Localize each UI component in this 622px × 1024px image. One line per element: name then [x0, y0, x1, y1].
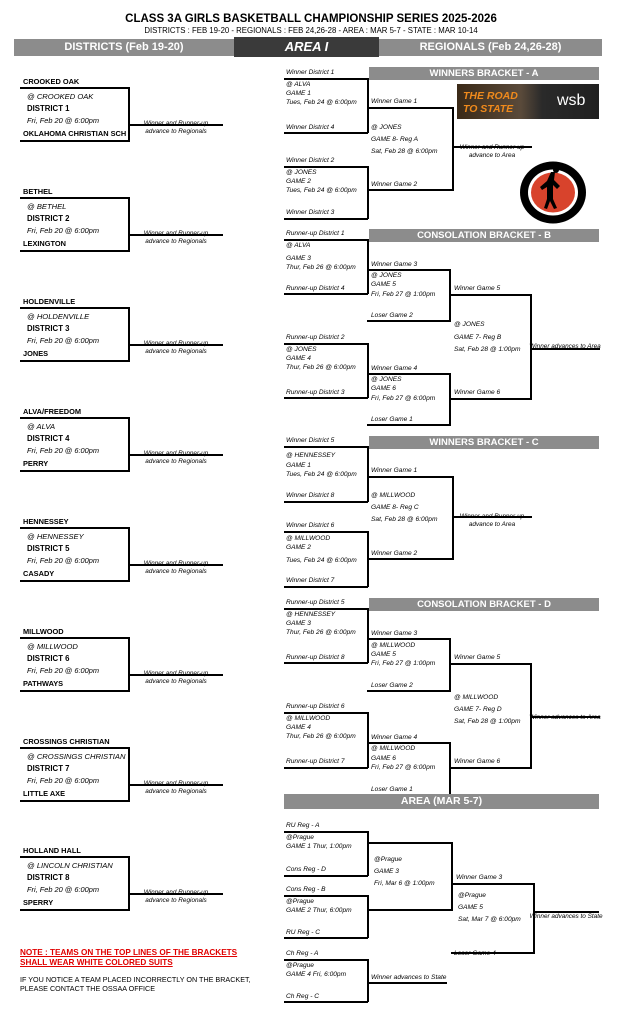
b-g3-bottom: Runner-up District 4: [286, 285, 345, 292]
d-g6-site: @ MILLWOOD: [371, 745, 416, 752]
b-g4-game: GAME 4: [286, 355, 311, 362]
b-advance: Winner advances to Area: [529, 343, 601, 350]
districts-header: [14, 39, 234, 56]
district-top-team: HENNESSEY: [23, 517, 69, 526]
district-site: @ HENNESSEY: [27, 532, 84, 541]
c-final-date: Sat, Feb 28 @ 6:00pm: [371, 516, 438, 523]
district-bottom-team: SPERRY: [23, 898, 54, 907]
district-name: DISTRICT 4: [27, 434, 70, 443]
a-g2-game: GAME 2: [286, 178, 311, 185]
district-advance: Winner and Runner-up advance to Regionals: [143, 670, 209, 685]
note-line1: NOTE : TEAMS ON THE TOP LINES OF THE BRACKETS: [20, 948, 238, 957]
a-g2-site: @ JONES: [286, 169, 317, 176]
c-g1-date: Tues, Feb 24 @ 6:00pm: [286, 471, 357, 478]
area-g2-site: @Prague: [286, 898, 314, 905]
district-bottom-team: OKLAHOMA CHRISTIAN SCH: [23, 129, 127, 138]
area-g1-site: @Prague: [286, 834, 314, 841]
d-g6-game: GAME 6: [371, 755, 396, 762]
c-w2: Winner Game 2: [371, 550, 418, 557]
b-g4-top: Runner-up District 2: [286, 334, 345, 341]
wsb-logo: wsb: [557, 92, 586, 109]
b-g4-date: Thur, Feb 26 @ 6:00pm: [286, 364, 356, 371]
area-header-label: AREA I: [284, 39, 329, 54]
area-g4-advance: Winner advances to State: [371, 974, 447, 981]
a-g1-game: GAME 1: [286, 90, 311, 97]
b-l2: Loser Game 2: [371, 312, 413, 319]
a-g1-date: Tues, Feb 24 @ 6:00pm: [286, 99, 357, 106]
c-w1: Winner Game 1: [371, 467, 418, 474]
b-g5-date: Fri, Feb 27 @ 1:00pm: [371, 291, 436, 298]
c-final-game: GAME 8- Reg C: [371, 504, 419, 511]
b-final-site: @ JONES: [454, 321, 485, 328]
d-w6: Winner Game 6: [454, 758, 501, 765]
district-advance: Winner and Runner-up advance to Regionals: [143, 889, 209, 904]
area-title: AREA (MAR 5-7): [284, 794, 599, 809]
page-subtitle: DISTRICTS : FEB 19-20 - REGIONALS : FEB 24,26-28 - AREA : MAR 5-7 - STATE : MAR 10-14: [144, 26, 478, 35]
district-bottom-team: JONES: [23, 349, 49, 358]
area-g5-site: @Prague: [458, 892, 486, 899]
b-g4-bottom: Runner-up District 3: [286, 389, 345, 396]
district-top-team: HOLDENVILLE: [23, 297, 76, 306]
district-site: @ LINCOLN CHRISTIAN: [27, 861, 113, 870]
area-w3: Winner Game 3: [456, 874, 503, 881]
area-g2-bottom: RU Reg - C: [286, 929, 321, 936]
c-final-site: @ MILLWOOD: [371, 492, 416, 499]
area-g5-game: GAME 5: [458, 904, 483, 911]
b-w3: Winner Game 3: [371, 261, 418, 268]
page-title: CLASS 3A GIRLS BASKETBALL CHAMPIONSHIP SERIES 2025-2026: [125, 13, 497, 25]
d-final-game: GAME 7- Reg D: [454, 706, 502, 713]
district-name: DISTRICT 7: [27, 764, 70, 773]
district-top-team: CROSSINGS CHRISTIAN: [23, 737, 110, 746]
b-g3-site: @ ALVA: [286, 242, 311, 249]
d-advance: Winner advances to Area: [529, 714, 601, 721]
d-g3-game: GAME 3: [286, 620, 311, 627]
district-bottom-team: LITTLE AXE: [23, 789, 66, 798]
bracket-d-title: CONSOLATION BRACKET - D: [369, 598, 599, 611]
district-date: Fri, Feb 20 @ 6:00pm: [27, 885, 99, 894]
regionals-header-label: REGIONALS (Feb 24,26-28): [419, 41, 562, 53]
b-g6-date: Fri, Feb 27 @ 6:00pm: [371, 395, 436, 402]
area-g3-date: Fri, Mar 6 @ 1:00pm: [374, 880, 435, 887]
district-advance: Winner and Runner-up advance to Regionals: [143, 450, 209, 465]
d-g4-bottom: Runner-up District 7: [286, 758, 345, 765]
b-final-date: Sat, Feb 28 @ 1:00pm: [454, 346, 521, 353]
road-line2: TO STATE: [463, 103, 514, 115]
district-name: DISTRICT 8: [27, 873, 70, 882]
c-g1-game: GAME 1: [286, 462, 311, 469]
district-site: @ ALVA: [27, 422, 56, 431]
bracket-a-title: WINNERS BRACKET - A: [369, 67, 599, 80]
d-g5-date: Fri, Feb 27 @ 1:00pm: [371, 660, 436, 667]
b-w4: Winner Game 4: [371, 365, 418, 372]
district-site: @ MILLWOOD: [27, 642, 78, 651]
d-g5-site: @ MILLWOOD: [371, 642, 416, 649]
b-g6-game: GAME 6: [371, 385, 396, 392]
contact-line1: IF YOU NOTICE A TEAM PLACED INCORRECTLY ON THE BRACKET,: [20, 975, 251, 984]
b-g3-date: Thur, Feb 26 @ 6:00pm: [286, 264, 356, 271]
d-final-site: @ MILLWOOD: [454, 694, 499, 701]
c-g1-bottom: Winner District 8: [286, 492, 335, 499]
area-g4-game: GAME 4 Fri, 6:00pm: [286, 971, 347, 978]
district-advance: Winner and Runner-up advance to Regionals: [143, 230, 209, 245]
district-name: DISTRICT 5: [27, 544, 70, 553]
district-top-team: BETHEL: [23, 187, 53, 196]
area-g4-top: Ch Reg - A: [286, 950, 319, 957]
b-w6: Winner Game 6: [454, 389, 501, 396]
d-w5: Winner Game 5: [454, 654, 501, 661]
road-line1: THE ROAD: [463, 90, 518, 102]
regionals-header: [379, 39, 602, 56]
d-g4-date: Thur, Feb 26 @ 6:00pm: [286, 733, 356, 740]
b-g5-site: @ JONES: [371, 272, 402, 279]
district-top-team: MILLWOOD: [23, 627, 64, 636]
district-site: @ BETHEL: [27, 202, 67, 211]
d-l2: Loser Game 2: [371, 682, 413, 689]
b-g5-game: GAME 5: [371, 281, 396, 288]
a-final-game: GAME 8- Reg A: [371, 136, 419, 143]
d-final-date: Sat, Feb 28 @ 1:00pm: [454, 718, 521, 725]
d-g6-date: Fri, Feb 27 @ 6:00pm: [371, 764, 436, 771]
bracket-b-title: CONSOLATION BRACKET - B: [369, 229, 599, 242]
b-w5: Winner Game 5: [454, 285, 501, 292]
district-top-team: HOLLAND HALL: [23, 846, 81, 855]
a-g2-bottom: Winner District 3: [286, 209, 335, 216]
bracket-c-title: WINNERS BRACKET - C: [369, 436, 599, 449]
c-g2-bottom: Winner District 7: [286, 577, 335, 584]
district-bottom-team: CASADY: [23, 569, 55, 578]
area-g4-site: @Prague: [286, 962, 314, 969]
d-w3: Winner Game 3: [371, 630, 418, 637]
a-final-site: @ JONES: [371, 124, 402, 131]
district-bottom-team: LEXINGTON: [23, 239, 66, 248]
area-g2-game: GAME 2 Thur, 6:00pm: [286, 907, 352, 914]
district-bottom-team: PATHWAYS: [23, 679, 64, 688]
area-l4: Loser Game 4: [454, 950, 496, 957]
d-g3-date: Thur, Feb 26 @ 6:00pm: [286, 629, 356, 636]
b-g6-site: @ JONES: [371, 376, 402, 383]
a-final-date: Sat, Feb 28 @ 6:00pm: [371, 148, 438, 155]
district-advance: Winner and Runner-up advance to Regionals: [143, 340, 209, 355]
district-site: @ CROOKED OAK: [27, 92, 94, 101]
district-name: DISTRICT 1: [27, 104, 70, 113]
area-g4-bottom: Ch Reg - C: [286, 993, 319, 1000]
contact-line2: PLEASE CONTACT THE OSSAA OFFICE: [20, 984, 155, 993]
district-date: Fri, Feb 20 @ 6:00pm: [27, 336, 99, 345]
c-advance: Winner and Runner-up advance to Area: [459, 513, 525, 528]
a-w2: Winner Game 2: [371, 181, 418, 188]
b-g3-top: Runner-up District 1: [286, 230, 345, 237]
a-g2-date: Tues, Feb 24 @ 6:00pm: [286, 187, 357, 194]
c-g2-site: @ MILLWOOD: [286, 535, 331, 542]
area-g3-site: @Prague: [374, 856, 402, 863]
district-date: Fri, Feb 20 @ 6:00pm: [27, 556, 99, 565]
c-g1-top: Winner District 5: [286, 437, 335, 444]
b-g3-game: GAME 3: [286, 255, 311, 262]
c-g2-game: GAME 2: [286, 544, 311, 551]
area-g2-top: Cons Reg - B: [286, 886, 326, 893]
area-g1-top: RU Reg - A: [286, 822, 320, 829]
district-name: DISTRICT 3: [27, 324, 70, 333]
district-advance: Winner and Runner-up advance to Regionals: [143, 560, 209, 575]
d-l1: Loser Game 1: [371, 786, 413, 793]
d-g5-game: GAME 5: [371, 651, 396, 658]
b-l1: Loser Game 1: [371, 416, 413, 423]
d-g3-bottom: Runner-up District 8: [286, 654, 345, 661]
district-site: @ HOLDENVILLE: [27, 312, 90, 321]
d-g4-site: @ MILLWOOD: [286, 715, 331, 722]
district-advance: Winner and Runner-up advance to Regionals: [143, 120, 209, 135]
area-g1-game: GAME 1 Thur, 1:00pm: [286, 843, 352, 850]
district-top-team: ALVA/FREEDOM: [23, 407, 82, 416]
district-name: DISTRICT 2: [27, 214, 70, 223]
road-to-state-logo: [457, 84, 599, 119]
c-g2-top: Winner District 6: [286, 522, 335, 529]
districts-header-label: DISTRICTS (Feb 19-20): [64, 41, 184, 53]
area-state-advance: Winner advances to State: [529, 913, 603, 920]
district-advance: Winner and Runner-up advance to Regionals: [143, 780, 209, 795]
district-bottom-team: PERRY: [23, 459, 49, 468]
a-g1-bottom: Winner District 4: [286, 124, 335, 131]
a-w1: Winner Game 1: [371, 98, 418, 105]
c-g2-date: Tues, Feb 24 @ 6:00pm: [286, 557, 357, 564]
area-header: [234, 37, 379, 57]
district-date: Fri, Feb 20 @ 6:00pm: [27, 446, 99, 455]
a-g1-top: Winner District 1: [286, 69, 335, 76]
district-date: Fri, Feb 20 @ 6:00pm: [27, 666, 99, 675]
area-g5-date: Sat, Mar 7 @ 6:00pm: [458, 916, 521, 923]
area-g3-game: GAME 3: [374, 868, 399, 875]
district-date: Fri, Feb 20 @ 6:00pm: [27, 226, 99, 235]
d-w4: Winner Game 4: [371, 734, 418, 741]
a-advance: Winner and Runner-up advance to Area: [459, 144, 525, 159]
area-g1-bottom: Cons Reg - D: [286, 866, 326, 873]
d-g3-site: @ HENNESSEY: [286, 611, 336, 618]
district-date: Fri, Feb 20 @ 6:00pm: [27, 116, 99, 125]
district-site: @ CROSSINGS CHRISTIAN: [27, 752, 126, 761]
note-line2: SHALL WEAR WHITE COLORED SUITS: [20, 958, 173, 967]
a-g2-top: Winner District 2: [286, 157, 335, 164]
ossaa-seal-icon: [518, 160, 588, 225]
district-date: Fri, Feb 20 @ 6:00pm: [27, 776, 99, 785]
district-top-team: CROOKED OAK: [23, 77, 80, 86]
d-g4-game: GAME 4: [286, 724, 311, 731]
district-name: DISTRICT 6: [27, 654, 70, 663]
a-g1-site: @ ALVA: [286, 81, 311, 88]
c-g1-site: @ HENNESSEY: [286, 452, 336, 459]
b-g4-site: @ JONES: [286, 346, 317, 353]
d-g3-top: Runner-up District 5: [286, 599, 345, 606]
b-final-game: GAME 7- Reg B: [454, 334, 502, 341]
d-g4-top: Runner-up District 6: [286, 703, 345, 710]
